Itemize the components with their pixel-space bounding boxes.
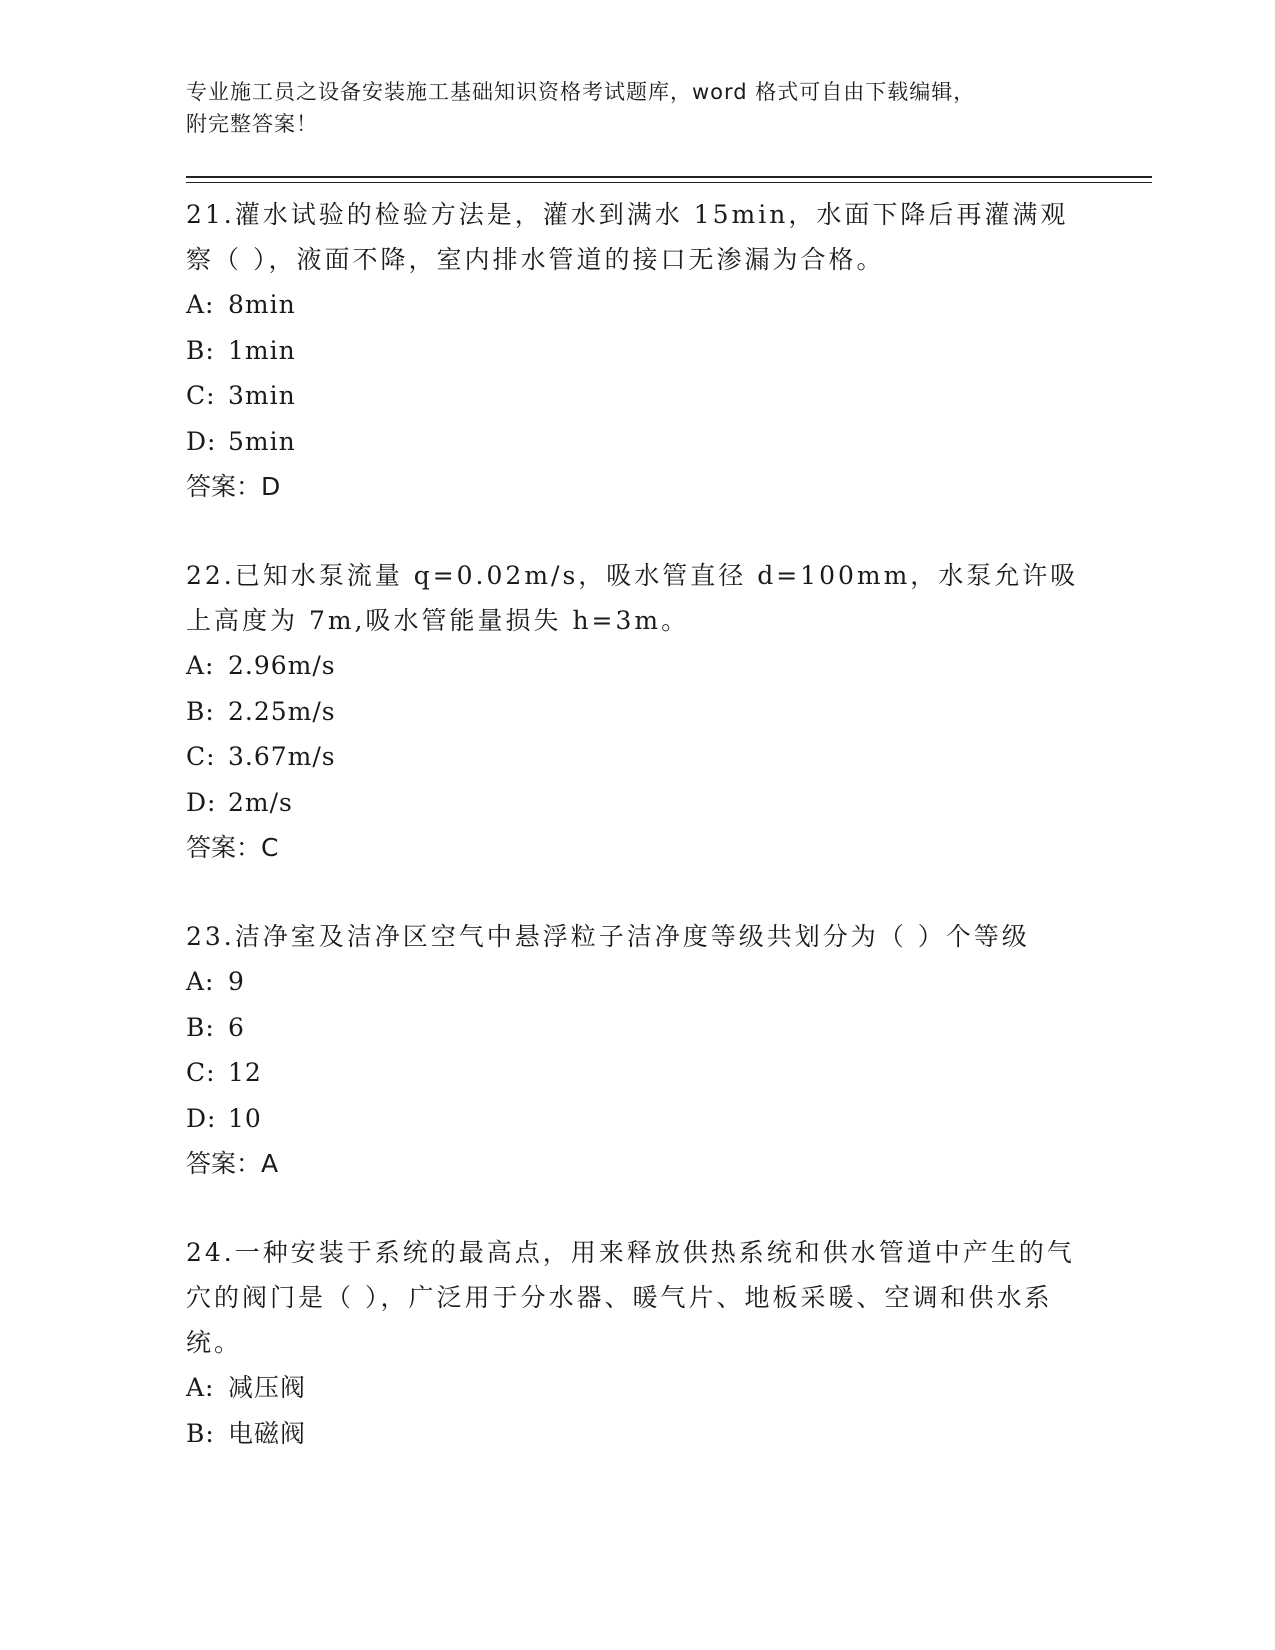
option-d <box>186 780 1086 826</box>
option-text: 2.96m/s <box>228 651 336 680</box>
option-text: 2.25m/s <box>228 696 336 726</box>
option-b <box>186 1411 1086 1457</box>
option-text: 1min <box>228 335 296 365</box>
option-key: B: <box>186 335 215 365</box>
option-key: D: <box>186 426 217 456</box>
option-text: 3min <box>228 381 296 410</box>
question-list <box>186 192 1086 1500</box>
option-text: 3.67m/s <box>228 742 336 771</box>
option-a <box>186 643 1086 689</box>
option-b <box>186 1005 1086 1051</box>
header-divider-thin <box>186 182 1152 183</box>
question-stem: 23.洁净室及洁净区空气中悬浮粒子洁净度等级共划分为（ ）个等级 <box>186 922 1030 951</box>
option-d <box>186 419 1086 465</box>
option-text: 电磁阀 <box>228 1418 307 1448</box>
question-stem: 24.一种安装于系统的最高点，用来释放供热系统和供水管道中产生的气穴的阀门是（ ），广泛用于分水器、暖气片、地板采暖、空调和供水系统。 <box>186 1238 1075 1357</box>
option-text: 8min <box>228 290 296 319</box>
option-c <box>186 1050 1086 1096</box>
option-d <box>186 1096 1086 1142</box>
option-b <box>186 689 1086 735</box>
header-line-1: 专业施工员之设备安装施工基础知识资格考试题库，word 格式可自由下载编辑， <box>186 80 976 104</box>
option-key: C: <box>186 381 216 410</box>
document-header <box>186 76 1086 140</box>
option-a <box>186 282 1086 328</box>
option-c <box>186 734 1086 780</box>
option-key: D: <box>186 1103 217 1133</box>
option-key: B: <box>186 696 215 726</box>
option-key: A: <box>186 1373 215 1402</box>
option-text: 2m/s <box>228 787 293 817</box>
option-key: B: <box>186 1012 215 1042</box>
option-text: 减压阀 <box>228 1373 307 1402</box>
question-22 <box>186 553 1086 870</box>
option-c <box>186 373 1086 419</box>
question-24 <box>186 1230 1086 1456</box>
question-stem: 22.已知水泵流量 q=0.02m/s，吸水管直径 d=100mm，水泵允许吸上高度为 7m,吸水管能量损失 h=3m。 <box>186 561 1079 635</box>
header-line-2: 附完整答案！ <box>186 112 318 136</box>
answer-line: 答案：A <box>186 1149 279 1178</box>
option-key: C: <box>186 742 216 771</box>
option-a <box>186 1365 1086 1411</box>
option-key: A: <box>186 967 215 996</box>
header-divider-thick <box>186 176 1152 178</box>
option-key: B: <box>186 1418 215 1448</box>
option-text: 5min <box>228 426 296 456</box>
option-key: C: <box>186 1058 216 1087</box>
option-key: D: <box>186 787 217 817</box>
question-23 <box>186 914 1086 1186</box>
question-stem: 21.灌水试验的检验方法是，灌水到满水 15min，水面下降后再灌满观察（ ），液面不降，室内排水管道的接口无渗漏为合格。 <box>186 200 1069 274</box>
option-a <box>186 959 1086 1005</box>
option-key: A: <box>186 290 215 319</box>
option-key: A: <box>186 651 215 680</box>
option-text: 6 <box>228 1012 245 1042</box>
option-text: 12 <box>228 1058 262 1087</box>
option-text: 10 <box>228 1103 262 1133</box>
answer-line: 答案：C <box>186 833 279 862</box>
option-text: 9 <box>228 967 245 996</box>
question-21 <box>186 192 1086 509</box>
option-b <box>186 328 1086 374</box>
answer-line: 答案：D <box>186 472 281 501</box>
